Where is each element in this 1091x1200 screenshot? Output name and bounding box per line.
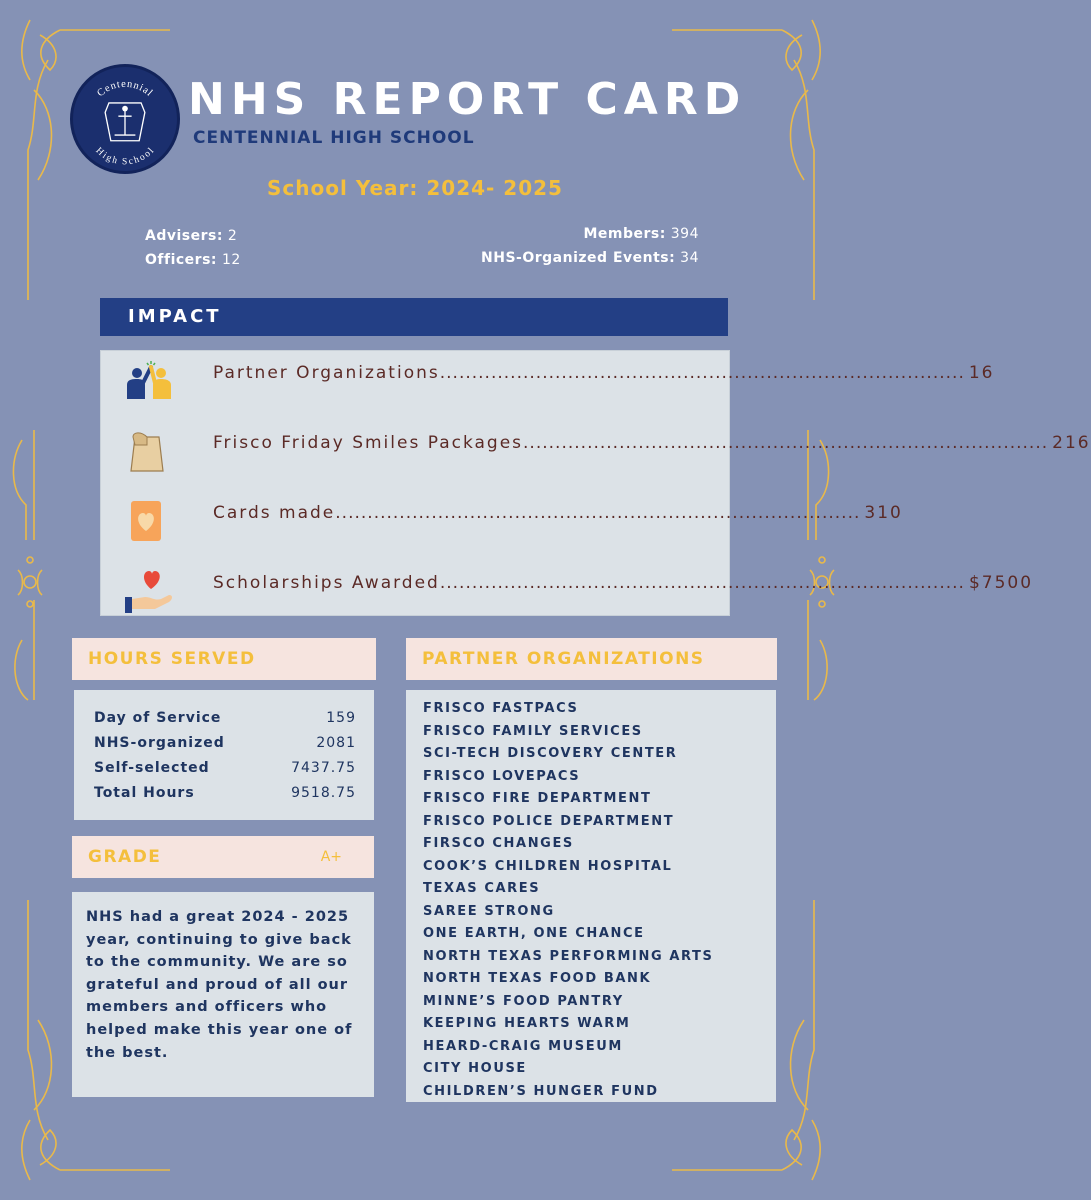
partner-item: FRISCO LOVEPACS [423,768,581,784]
impact-item-scholarships [213,573,1034,593]
partner-item: FRISCO POLICE DEPARTMENT [423,813,675,829]
partners-list [423,698,713,1103]
heart-card-icon [121,499,177,545]
hours-label: Day of Service [94,710,222,726]
partner-item: TEXAS CARES [423,881,541,896]
partner-item: COOK’S CHILDREN HOSPITAL [423,858,673,874]
hours-row [94,735,356,759]
partner-item: CITY HOUSE [423,1061,527,1076]
members-label: Members: [583,226,666,242]
page-title: NHS REPORT CARD [188,74,747,125]
partner-item: SAREE STRONG [423,903,555,919]
impact-item-partners [213,363,995,383]
hours-value: 9518.75 [291,785,356,801]
partner-item: FRISCO FAMILY SERVICES [423,723,643,739]
hours-value: 159 [326,710,356,726]
impact-row-partners [101,355,995,405]
members-stat [583,226,699,242]
hours-row [94,785,356,809]
impact-label: Partner Organizations [213,363,440,383]
impact-label: Frisco Friday Smiles Packages [213,433,524,453]
advisers-label: Advisers: [145,228,223,244]
impact-heading: IMPACT [100,298,728,336]
hours-value: 2081 [316,735,356,751]
events-stat [481,250,699,266]
partner-item: KEEPING HEARTS WARM [423,1016,631,1031]
partner-item: MINNE’S FOOD PANTRY [423,993,624,1009]
logo-text-bottom: High School [93,145,157,168]
partner-item: CHILDREN’S HUNGER FUND [423,1083,659,1099]
hours-row [94,760,356,784]
partners-heading: PARTNER ORGANIZATIONS [406,638,777,680]
events-label: NHS-Organized Events: [481,250,676,266]
impact-value: 16 [968,363,995,383]
leader-dots: .................................................................................. [439,573,965,593]
hours-value: 7437.75 [291,760,356,776]
summary-panel [72,892,374,1097]
hours-panel [74,690,374,820]
high-five-icon [121,359,177,405]
officers-stat [145,252,241,268]
impact-label: Cards made [213,503,336,523]
grade-heading [72,836,374,878]
impact-row-packages [101,425,1091,475]
summary-text: NHS had a great 2024 - 2025 year, continuing to give back to the community. We are so grateful and proud of all our members and officers who helped make this year one of the best. [86,909,353,1061]
heart-hand-icon [121,569,177,615]
school-name: CENTENNIAL HIGH SCHOOL [193,128,475,148]
officers-value: 12 [221,252,241,268]
partner-item: FRISCO FIRE DEPARTMENT [423,791,652,806]
partner-item: FIRSCO CHANGES [423,836,574,851]
svg-text:High School [93,146,156,167]
svg-text:Centennial [95,79,155,99]
partner-item: HEARD-CRAIG MUSEUM [423,1038,623,1054]
impact-label: Scholarships Awarded [213,573,440,593]
partner-item: SCI-TECH DISCOVERY CENTER [423,746,678,761]
impact-item-cards [213,503,903,523]
logo-text-top: Centennial [95,78,155,100]
advisers-value: 2 [227,228,238,244]
impact-row-cards [101,495,903,545]
school-year: School Year: 2024- 2025 [267,176,563,200]
impact-item-packages [213,433,1091,453]
leader-dots: .................................................................................. [335,503,861,523]
partner-item: ONE EARTH, ONE CHANCE [423,926,645,941]
impact-value: 216 [1052,433,1091,453]
hours-row [94,710,356,734]
school-logo [70,64,180,174]
events-value: 34 [680,250,699,266]
impact-panel [100,350,1091,616]
partner-item: NORTH TEXAS PERFORMING ARTS [423,948,714,964]
leader-dots: .................................................................................. [523,433,1049,453]
impact-value: $7500 [968,573,1034,593]
partner-item: NORTH TEXAS FOOD BANK [423,971,652,986]
members-value: 394 [670,226,699,242]
hours-label: NHS-organized [94,735,225,751]
grade-label: GRADE [88,847,162,867]
partners-panel [406,690,776,1102]
leader-dots: .................................................................................. [439,363,965,383]
impact-row-scholarships [101,565,1034,615]
paper-bag-icon [121,429,177,475]
hours-label: Total Hours [94,785,195,801]
officers-label: Officers: [145,252,218,268]
hours-heading: HOURS SERVED [72,638,376,680]
hours-label: Self-selected [94,760,210,776]
advisers-stat [145,228,237,244]
impact-value: 310 [864,503,903,523]
grade-value: A+ [320,849,342,865]
partner-item: FRISCO FASTPACS [423,701,579,716]
